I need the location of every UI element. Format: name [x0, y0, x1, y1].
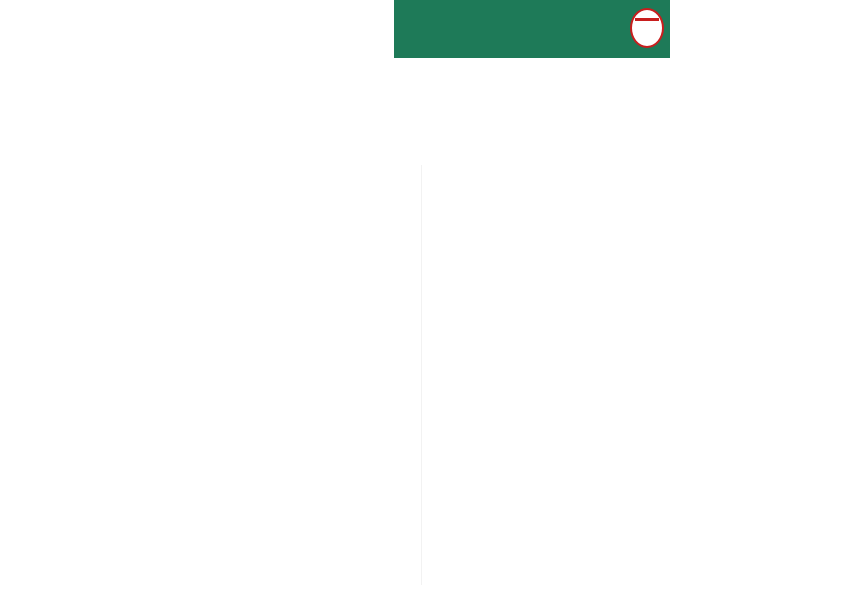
customs-stamp-icon — [630, 8, 664, 48]
column-divider — [421, 165, 422, 585]
process-strip-right — [421, 70, 842, 150]
process-strip-left — [0, 70, 421, 150]
company-banner[interactable] — [394, 0, 670, 58]
